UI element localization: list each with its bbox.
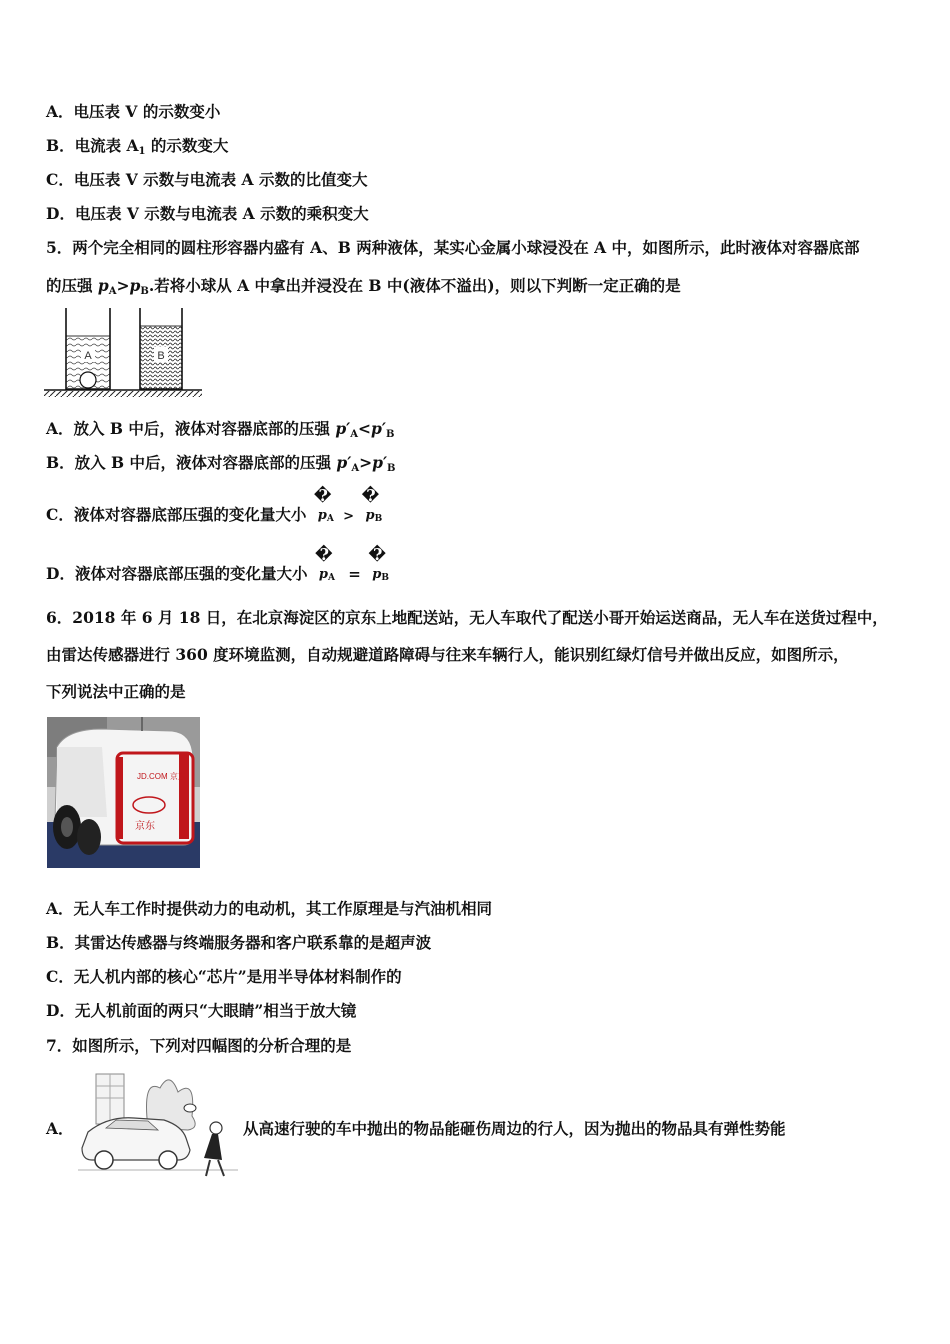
q4-option-b-subscript: 1 — [138, 146, 146, 157]
q6-option-b: B．其雷达传感器与终端服务器和客户联系靠的是超声波 — [46, 933, 432, 952]
q4-option-c: C．电压表 V 示数与电流表 A 示数的比值变大 — [46, 170, 368, 189]
delta-symbol: � — [313, 486, 332, 505]
q5-option-d-text: D．液体对容器底部压强的变化量大小 — [46, 564, 308, 583]
q7-option-a-label: A． — [46, 1119, 74, 1138]
equals: = — [348, 565, 361, 583]
pedestrian — [210, 1122, 222, 1134]
car-brand-text: 京东 — [135, 821, 155, 832]
wheel-right — [77, 819, 101, 855]
q6-stem-line2: 由雷达传感器进行 360 度环境监测，自动规避道路障碍与往来车辆行人，能识别红绿灯信号并做出反应，如图所示， — [46, 645, 849, 664]
subscript-a: A — [108, 286, 117, 297]
greater-than: > — [343, 509, 355, 524]
q5-option-c-text: C．液体对容器底部压强的变化量大小 — [46, 505, 307, 524]
thrown-object — [184, 1104, 196, 1112]
car-throwing-illustration — [78, 1068, 240, 1180]
pressure-prime: p′ — [336, 453, 352, 472]
q5-stem-line2 — [46, 276, 681, 302]
greater-than: > — [116, 276, 130, 295]
metal-ball — [80, 372, 96, 388]
pressure-prime: p′ — [335, 419, 351, 438]
subscript-b: B — [381, 573, 389, 583]
subscript-a: A — [350, 429, 359, 440]
q5-stem-text-rest: .若将小球从 A 中拿出并浸没在 B 中(液体不溢出)，则以下判断一定正确的是 — [148, 276, 681, 295]
pressure-prime: p′ — [372, 453, 388, 472]
beakers-figure — [44, 306, 204, 398]
subscript-b: B — [374, 514, 383, 524]
car-logo-text: JD.COM 京东 — [137, 772, 186, 781]
q4-option-b — [46, 136, 228, 162]
q7-option-a-text: 从高速行驶的车中抛出的物品能砸伤周边的行人，因为抛出的物品具有弹性势能 — [243, 1119, 786, 1138]
q4-option-d: D．电压表 V 示数与电流表 A 示数的乘积变大 — [46, 204, 369, 223]
subscript-b: B — [385, 429, 395, 440]
q5-option-a — [46, 419, 394, 445]
q7-stem: 7．如图所示，下列对四幅图的分析合理的是 — [46, 1036, 352, 1055]
subscript-a: A — [351, 463, 360, 474]
q6-option-d: D．无人机前面的两只“大眼睛”相当于放大镜 — [46, 1001, 357, 1020]
pressure-symbol: p — [317, 508, 327, 523]
pressure-symbol: p — [372, 567, 382, 582]
q6-option-a: A．无人车工作时提供动力的电动机，其工作原理是与汽油机相同 — [46, 899, 493, 918]
delta-symbol: � — [314, 545, 333, 564]
subscript-b: B — [140, 286, 149, 297]
q4-option-a: A．电压表 V 的示数变小 — [46, 102, 221, 121]
q5-option-c — [46, 486, 383, 527]
delta-pa — [312, 486, 334, 524]
delta-pa — [313, 545, 335, 583]
delta-symbol: � — [368, 545, 387, 564]
q5-stem-line1: 5．两个完全相同的圆柱形容器内盛有 A、B 两种液体，某实心金属小球浸没在 A 中，如图所示，此时液体对容器底部 — [46, 238, 860, 257]
q5-stem-text: 的压强 — [46, 276, 98, 295]
beaker-label-b: B — [157, 350, 165, 362]
subscript-a: A — [327, 573, 335, 583]
subscript-b: B — [387, 463, 396, 474]
q5-option-b — [46, 453, 396, 479]
pressure-symbol: p — [365, 508, 375, 523]
q4-option-b-text: B．电流表 A — [46, 136, 139, 155]
pressure-symbol: p — [129, 276, 141, 295]
delivery-robot-photo — [47, 717, 200, 868]
less-than: < — [358, 419, 372, 438]
q6-option-c: C．无人机内部的核心“芯片”是用半导体材料制作的 — [46, 967, 402, 986]
q6-stem-line3: 下列说法中正确的是 — [46, 682, 186, 701]
q4-option-b-rest: 的示数变大 — [145, 136, 229, 155]
q6-stem-line1: 6．2018 年 6 月 18 日，在北京海淀区的京东上地配送站，无人车取代了配送小哥开始运送商品，无人车在送货过程中， — [46, 608, 888, 627]
delta-pb — [359, 486, 383, 524]
pressure-symbol: p — [318, 567, 328, 582]
q5-option-b-text: B．放入 B 中后，液体对容器底部的压强 — [46, 453, 337, 472]
delta-symbol: � — [361, 486, 380, 505]
subscript-a: A — [326, 514, 334, 524]
q5-option-a-text: A．放入 B 中后，液体对容器底部的压强 — [46, 419, 336, 438]
delta-pb — [366, 545, 389, 583]
greater-than: > — [359, 453, 373, 472]
pressure-symbol: p — [97, 276, 109, 295]
beaker-label-a: A — [84, 350, 92, 362]
q5-option-d — [46, 545, 389, 584]
pressure-prime: p′ — [371, 419, 386, 438]
ground-hatch — [44, 391, 202, 397]
